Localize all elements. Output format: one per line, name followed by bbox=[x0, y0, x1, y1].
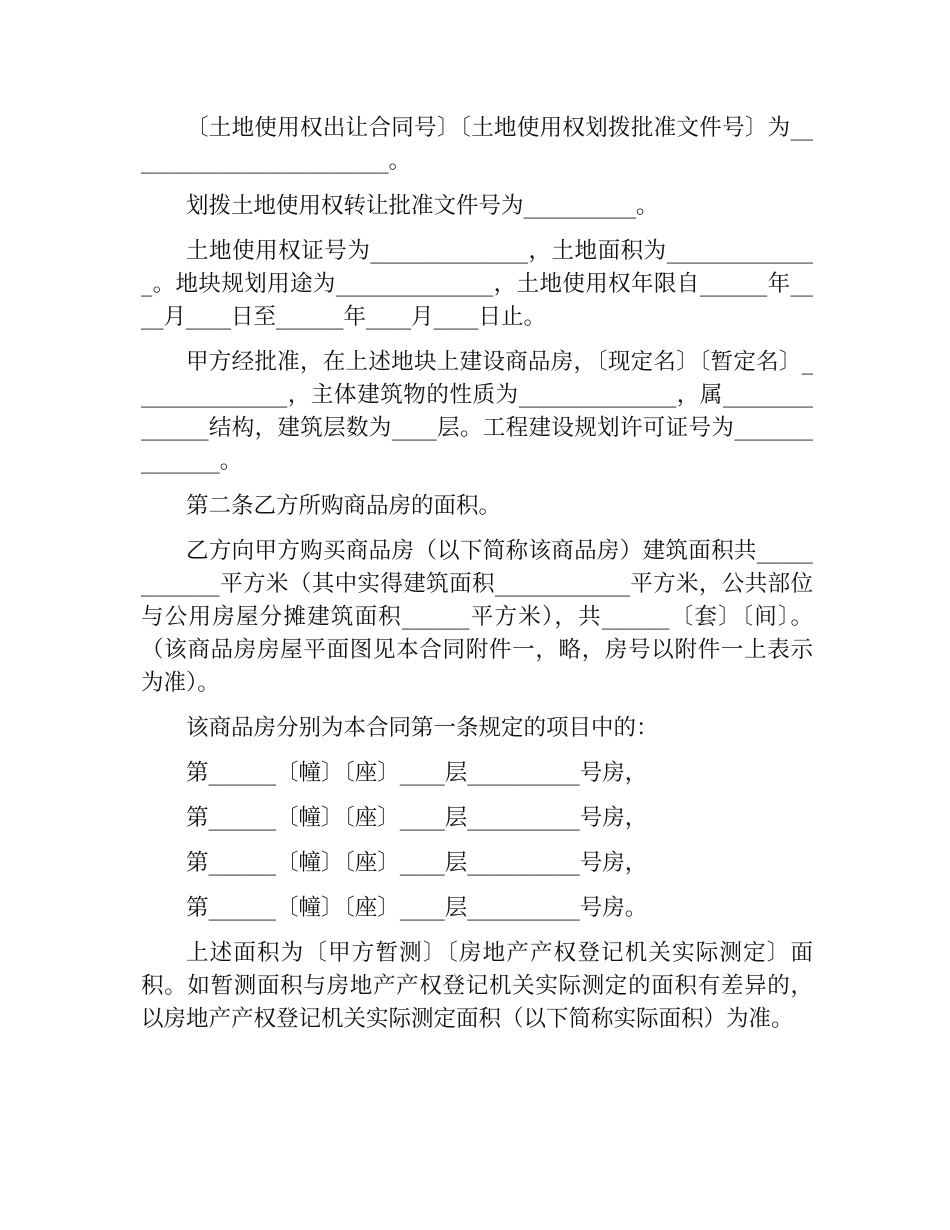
paragraph-land-contract-number: 〔土地使用权出让合同号〕〔土地使用权划拨批准文件号〕为________________________。 bbox=[141, 115, 813, 174]
document-page bbox=[141, 112, 813, 1048]
paragraph-unit-intro: 该商品房分别为本合同第一条规定的项目中的： bbox=[186, 715, 659, 741]
paragraph-unit-line-3: 第______〔幢〕〔座〕____层__________号房， bbox=[186, 850, 648, 876]
paragraph-unit-line-2: 第______〔幢〕〔座〕____层__________号房， bbox=[186, 805, 648, 831]
paragraph-article-two-heading: 第二条乙方所购商品房的面积。 bbox=[186, 493, 502, 519]
paragraph-land-certificate: 土地使用权证号为______________，土地面积为______________。地块规划用途为______________，土地使用权年限自______年____月____日至______年____月____日止。 bbox=[141, 238, 813, 330]
paragraph-unit-line-4: 第______〔幢〕〔座〕____层__________号房。 bbox=[186, 895, 648, 921]
paragraph-building-approval: 甲方经批准，在上述地块上建设商品房，〔现定名〕〔暂定名〕______________，主体建筑物的性质为______________，属______________结构，建筑层数为____层。工程建设规划许可证号为______________。 bbox=[141, 349, 813, 474]
paragraph-unit-line-1: 第______〔幢〕〔座〕____层__________号房， bbox=[186, 760, 648, 786]
paragraph-area-measurement: 上述面积为〔甲方暂测〕〔房地产产权登记机关实际测定〕面积。如暂测面积与房地产产权登记机关实际测定的面积有差异的，以房地产产权登记机关实际测定面积（以下简称实际面积）为准。 bbox=[141, 940, 813, 1032]
paragraph-transfer-approval-number: 划拨土地使用权转让批准文件号为__________。 bbox=[186, 193, 659, 219]
paragraph-purchase-area: 乙方向甲方购买商品房（以下简称该商品房）建筑面积共____________平方米（其中实得建筑面积____________平方米，公共部位与公用房屋分摊建筑面积______平方米），共______〔套〕〔间〕。（该商品房房屋平面图见本合同附件一，略，房号以附件一上表示为准）。 bbox=[141, 538, 813, 696]
